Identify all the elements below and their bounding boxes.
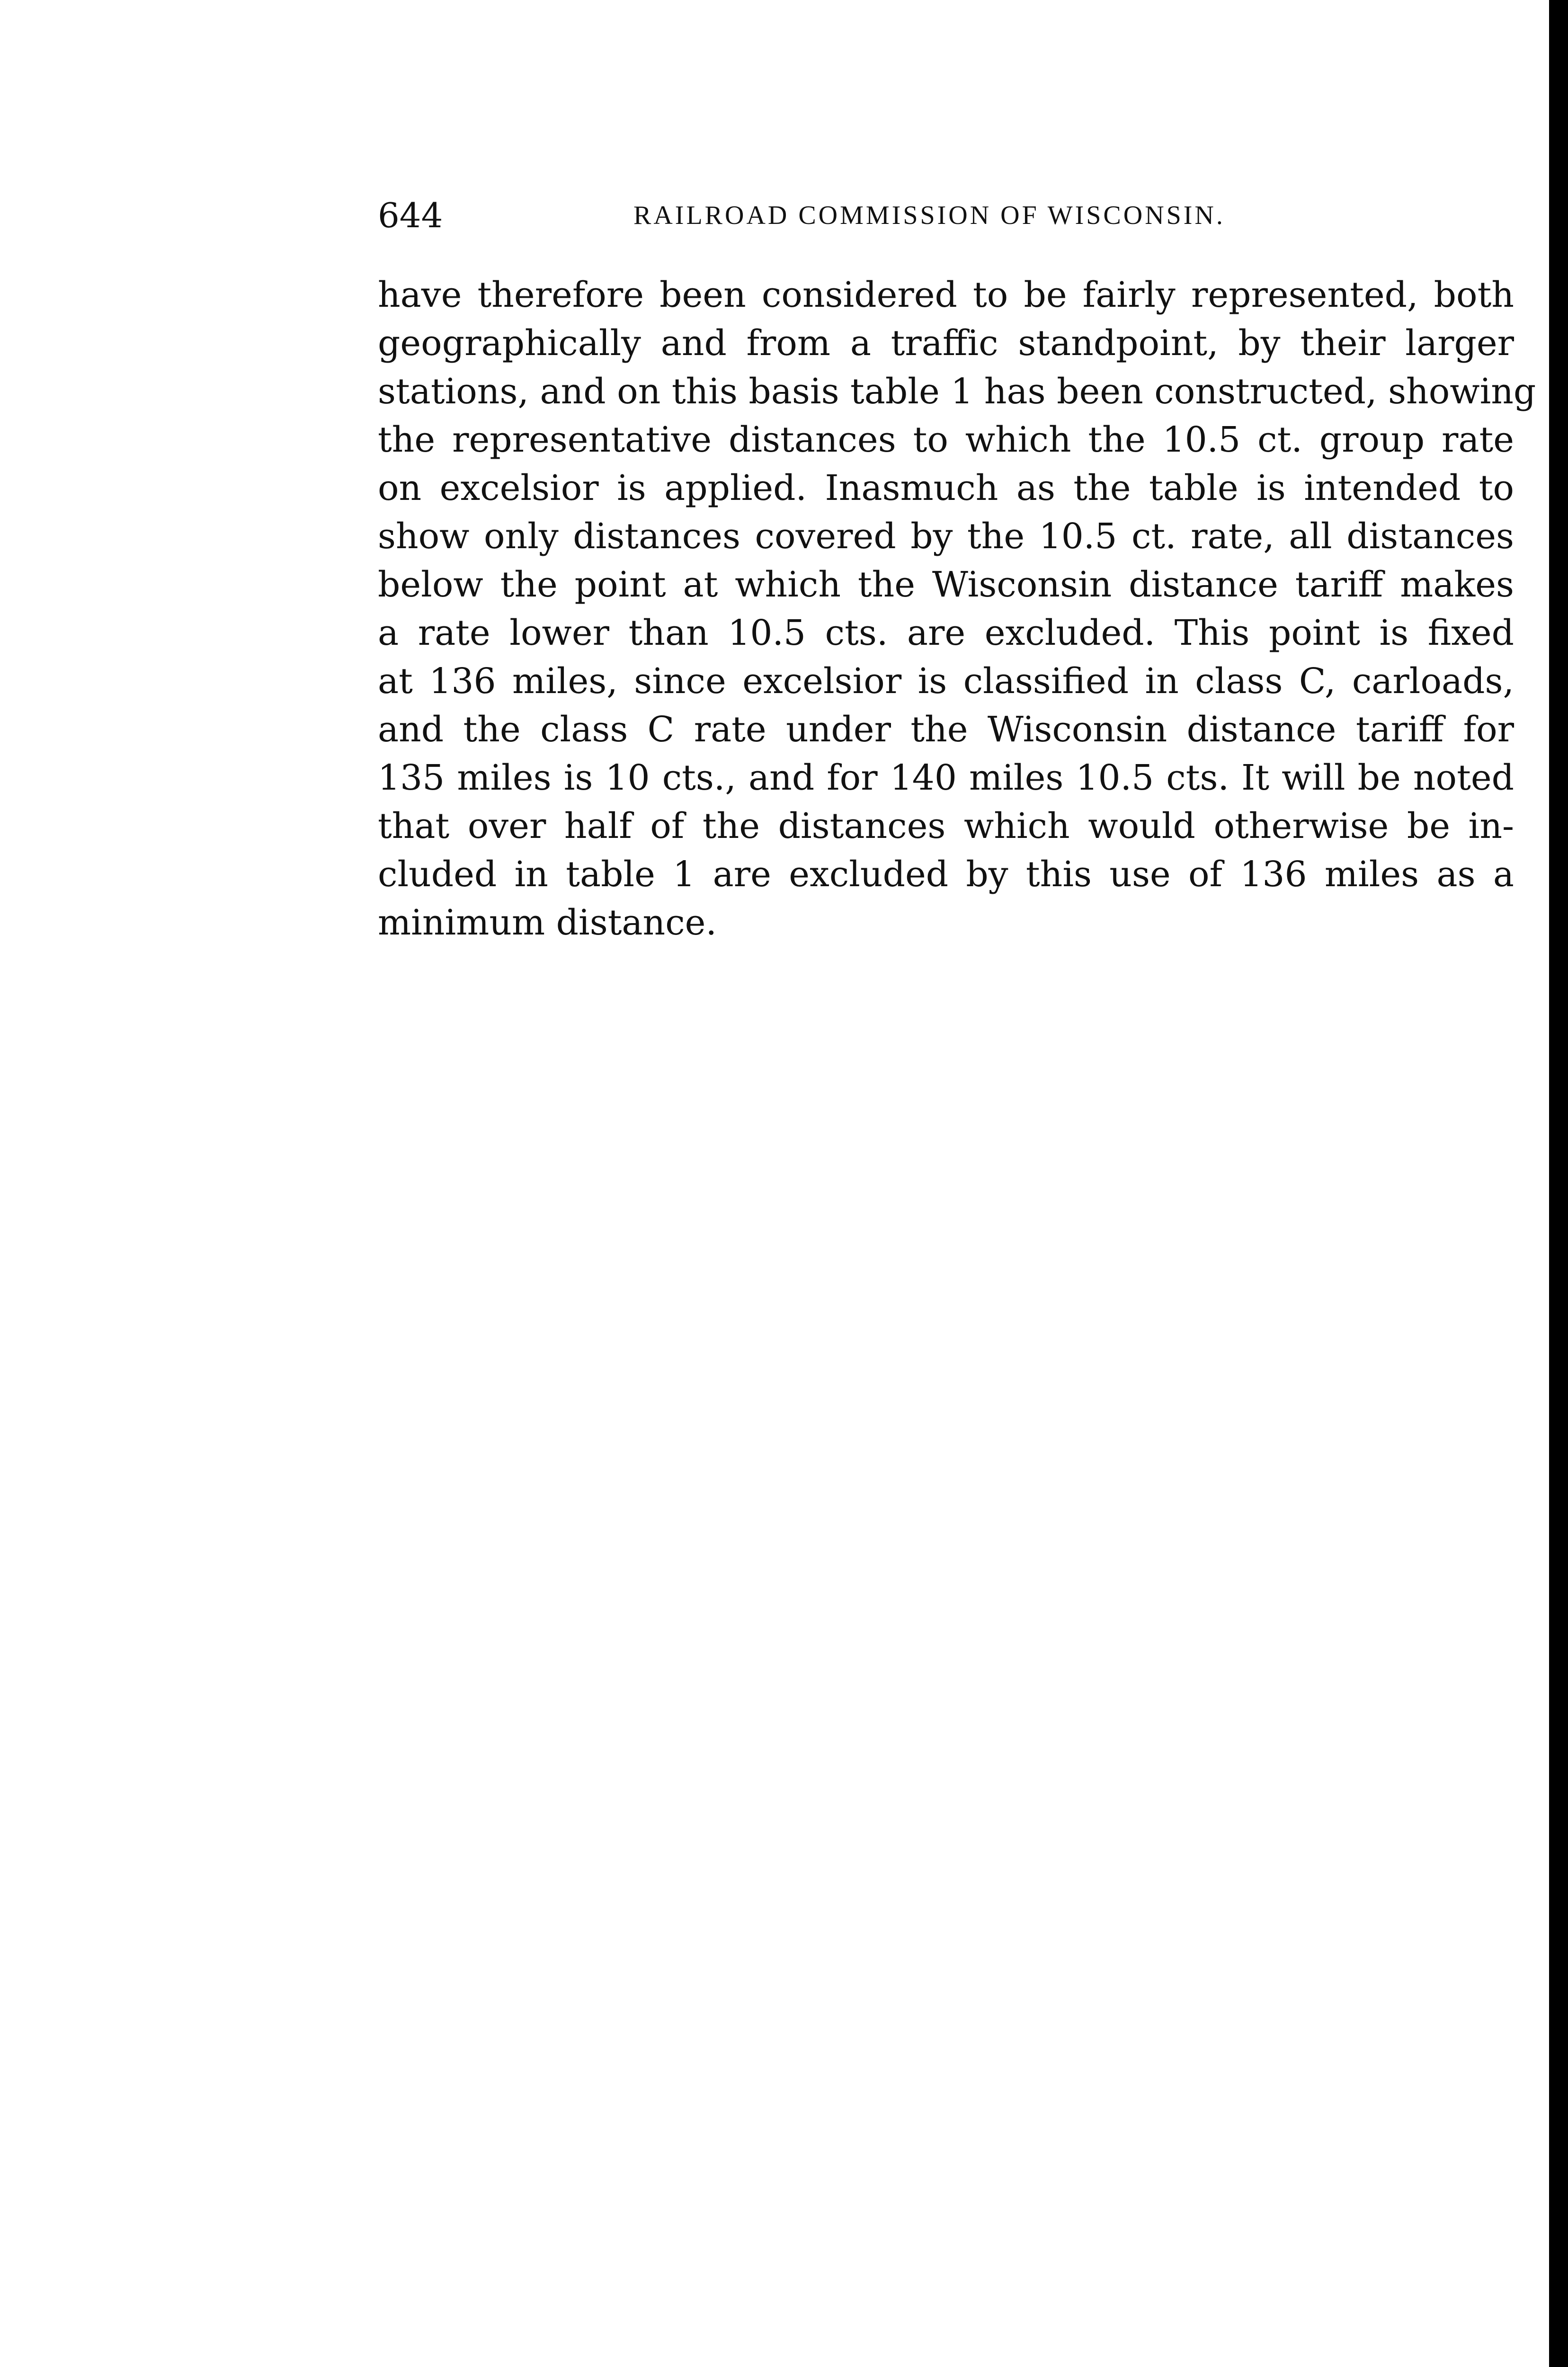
text-line: on excelsior is applied. Inasmuch as the table is intended to [378,468,1514,508]
page-number: 644 [378,196,443,235]
running-head: RAILROAD COMMISSION OF WISCONSIN. [633,201,1225,230]
text-line: 135 miles is 10 cts., and for 140 miles 10.5 cts. It will be noted [378,757,1514,798]
text-line: geographically and from a traffic standpoint, by their larger [378,323,1514,364]
body-paragraph [378,271,1536,947]
text-line: have therefore been considered to be fairly represented, both [378,275,1514,315]
page-header [378,189,1514,241]
text-line: stations, and on this basis table 1 has been constructed, showing [378,371,1536,412]
text-line: below the point at which the Wisconsin distance tariff makes [378,564,1514,605]
text-line: that over half of the distances which would otherwise be in- [378,806,1514,846]
text-line: minimum distance. [378,902,717,943]
text-line: and the class C rate under the Wisconsin distance tariff for [378,709,1514,750]
text-line: a rate lower than 10.5 cts. are excluded. This point is fixed [378,613,1514,653]
text-line: show only distances covered by the 10.5 ct. rate, all distances [378,516,1514,557]
text-line: the representative distances to which the 10.5 ct. group rate [378,419,1514,460]
text-line: cluded in table 1 are excluded by this use of 136 miles as a [378,854,1514,895]
text-line: at 136 miles, since excelsior is classified in class C, carloads, [378,661,1514,702]
scan-edge-right [1549,0,1568,2367]
